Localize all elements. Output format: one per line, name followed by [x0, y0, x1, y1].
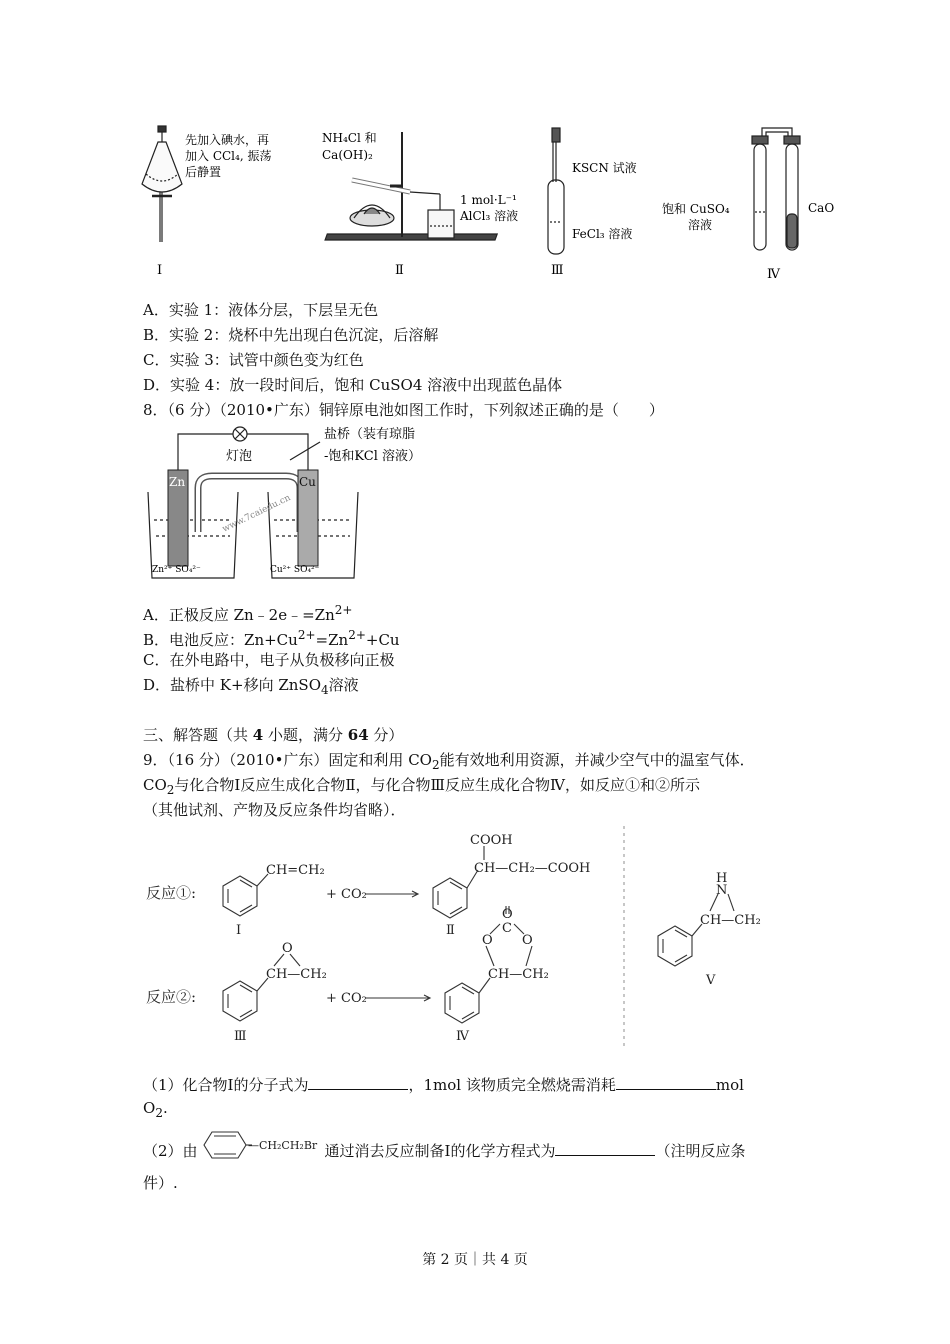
funnel-note-2: 加入 CCl₄, 振荡	[185, 149, 272, 163]
reaction-scheme	[140, 826, 820, 1051]
q8-option-b	[143, 625, 400, 650]
q8-option-a-text: A．正极反应 Zn﹣2e﹣=Zn	[143, 606, 335, 624]
q9-sub1-line2	[143, 1098, 168, 1123]
galvanic-cell-figure	[140, 420, 460, 585]
q9-l1b: 能有效地利用资源，并减少空气中的温室气体．	[439, 751, 755, 769]
section3-count: 4	[252, 726, 264, 744]
reagent-line-2: Ca(OH)₂	[322, 148, 373, 162]
q9-sub1-b: ，1mol 该物质完全燃烧需消耗	[408, 1076, 616, 1094]
q8-option-a-sup: 2+	[334, 603, 353, 617]
q7-option-b: B．实验 2：烧杯中先出现白色沉淀，后溶解	[143, 326, 439, 344]
q7-option-c: C．实验 3：试管中颜色变为红色	[143, 351, 364, 369]
cuso4-line-1: 饱和 CuSO₄	[662, 202, 730, 216]
q9-line-3: （其他试剂、产物及反应条件均省略）．	[143, 801, 406, 819]
q9-sub2-line2: 件）.	[143, 1174, 178, 1192]
bridge-line-2: -饱和KCl 溶液）	[324, 449, 421, 464]
aziridine-chain: CH—CH₂	[700, 913, 761, 928]
reaction-2-label: 反应②:	[146, 988, 197, 1006]
cuso4-line-2: 溶液	[688, 218, 713, 232]
benzene-ring-2	[433, 846, 484, 918]
benzene-ring-5	[658, 894, 734, 966]
compound-label-2: Ⅱ	[446, 923, 455, 938]
q8-option-c: C．在外电路中，电子从负极移向正极	[143, 651, 395, 669]
vinyl-group: CH=CH₂	[266, 863, 325, 878]
epoxide-chain: CH—CH₂	[266, 967, 327, 982]
benzene-ring-1	[223, 874, 268, 916]
benzene-icon	[198, 1128, 325, 1162]
answer-blank-equation[interactable]	[555, 1139, 655, 1156]
apparatus-label-1: Ⅰ	[157, 263, 163, 278]
page-footer: 第 2 页｜共 4 页	[422, 1252, 528, 1268]
apparatus-figure	[140, 122, 840, 288]
section3-heading	[143, 725, 403, 745]
q9-sub1-dsub: 2	[155, 1106, 163, 1120]
ring-o-left: O	[482, 933, 493, 948]
q9-sub1-d: O	[143, 1099, 156, 1117]
q9-sub1-line1	[143, 1073, 744, 1095]
epoxide-o: O	[282, 941, 293, 956]
q9-l2sub: 2	[166, 783, 175, 797]
section3-p2: 小题，满分	[263, 726, 348, 744]
q8-b-p2: =Zn	[315, 631, 349, 649]
zn-electrode-label: Zn	[169, 475, 186, 489]
cu-electrode-label: Cu	[299, 475, 316, 489]
answer-blank-oxygen[interactable]	[616, 1073, 716, 1090]
apparatus-label-2: Ⅱ	[395, 263, 404, 278]
q9-l1sub: 2	[431, 758, 440, 772]
apparatus-label-4: Ⅳ	[767, 267, 780, 282]
compound-label-3: Ⅲ	[234, 1029, 247, 1044]
q8-b-p3: +Cu	[365, 631, 400, 649]
beaker-line-2: AlCl₃ 溶液	[460, 209, 519, 223]
q9-sub1-c: mol	[715, 1076, 744, 1094]
ring-o-right: O	[522, 933, 533, 948]
q9-sub1-e: .	[162, 1099, 168, 1117]
plus-co2-2: + CO₂	[326, 991, 367, 1006]
compound-label-1: Ⅰ	[236, 923, 242, 938]
q9-l1a: 9．（16 分）（2010•广东）固定和利用 CO	[143, 751, 432, 769]
nh-h: H	[716, 871, 728, 886]
q8-option-d	[143, 675, 359, 700]
fecl3-label: FeCl₃ 溶液	[572, 227, 633, 241]
dropper-test-tube-icon	[548, 128, 564, 254]
reagent-line-1: NH₄Cl 和	[322, 131, 377, 145]
kscn-label: KSCN 试液	[572, 161, 637, 175]
q9-sub2-b: 通过消去反应制备Ⅰ的化学方程式为	[324, 1142, 556, 1160]
q8-d-sub: 4	[321, 683, 329, 697]
section3-p3: 分）	[368, 726, 404, 744]
benzene-ring-3	[223, 954, 300, 1021]
bromoethyl-group: —CH₂CH₂Br	[247, 1139, 317, 1152]
q8-stem: 8．（6 分）（2010•广东）铜锌原电池如图工作时，下列叙述正确的是（ ）	[143, 401, 664, 419]
left-ions: Zn²⁺ SO₄²⁻	[152, 565, 201, 575]
beaker-line-1: 1 mol·L⁻¹	[460, 193, 517, 207]
q8-b-p1: B．电池反应：Zn+Cu	[143, 631, 298, 649]
q8-b-s2: 2+	[348, 628, 366, 642]
connected-tubes-icon	[752, 128, 800, 250]
nh-n: N	[716, 883, 728, 898]
carbonate-chain: CH—CH₂	[488, 967, 549, 982]
cao-label: CaO	[808, 201, 835, 215]
q9-sub1-a: （1）化合物Ⅰ的分子式为	[143, 1076, 309, 1094]
q9-line-1	[143, 750, 755, 775]
lamp-label: 灯泡	[226, 449, 253, 464]
plus-co2-1: + CO₂	[326, 887, 367, 902]
compound-label-4: Ⅳ	[456, 1029, 469, 1044]
q7-option-a: A．实验 1：液体分层，下层呈无色	[143, 301, 379, 319]
q9-l2a: CO	[143, 776, 167, 794]
q9-sub2-a: （2）由	[143, 1142, 198, 1160]
answer-blank-formula[interactable]	[308, 1073, 408, 1090]
bridge-line-1: 盐桥（装有琼脂	[324, 427, 416, 442]
cooh-group: COOH	[470, 833, 513, 848]
q9-l2b: 与化合物Ⅰ反应生成化合物Ⅱ，与化合物Ⅲ反应生成化合物Ⅳ，如反应①和②所示	[174, 776, 700, 794]
funnel-note-1: 先加入碘水，再	[185, 133, 270, 147]
funnel-note-3: 后静置	[185, 165, 222, 179]
q9-sub2-line1	[143, 1139, 746, 1162]
q8-d-suffix: 溶液	[328, 676, 359, 694]
q8-d-prefix: D．盐桥中 K+移向 ZnSO	[143, 676, 321, 694]
watermark: www.7caiedu.cn	[220, 493, 293, 535]
separatory-funnel-icon	[142, 126, 182, 242]
carbonate-o: O	[502, 907, 513, 922]
bromoethylbenzene-structure	[198, 1139, 325, 1162]
succinic-chain: CH—CH₂—COOH	[474, 861, 591, 876]
compound-label-5: Ⅴ	[706, 973, 716, 988]
benzene-ring-4	[445, 906, 532, 1023]
right-ions: Cu²⁺ SO₄²⁻	[270, 565, 320, 575]
q8-b-s1: 2+	[297, 628, 316, 642]
section3-p1: 三、解答题（共	[143, 726, 253, 744]
section3-score: 64	[347, 726, 369, 744]
q9-sub2-c: （注明反应条	[655, 1142, 746, 1160]
q9-line-2	[143, 775, 700, 800]
q7-option-d: D．实验 4：放一段时间后，饱和 CuSO4 溶液中出现蓝色晶体	[143, 376, 563, 394]
reaction-1-label: 反应①:	[146, 884, 197, 902]
q8-option-a	[143, 600, 352, 625]
apparatus-label-3: Ⅲ	[551, 263, 564, 278]
carbonate-c: C	[502, 921, 512, 936]
